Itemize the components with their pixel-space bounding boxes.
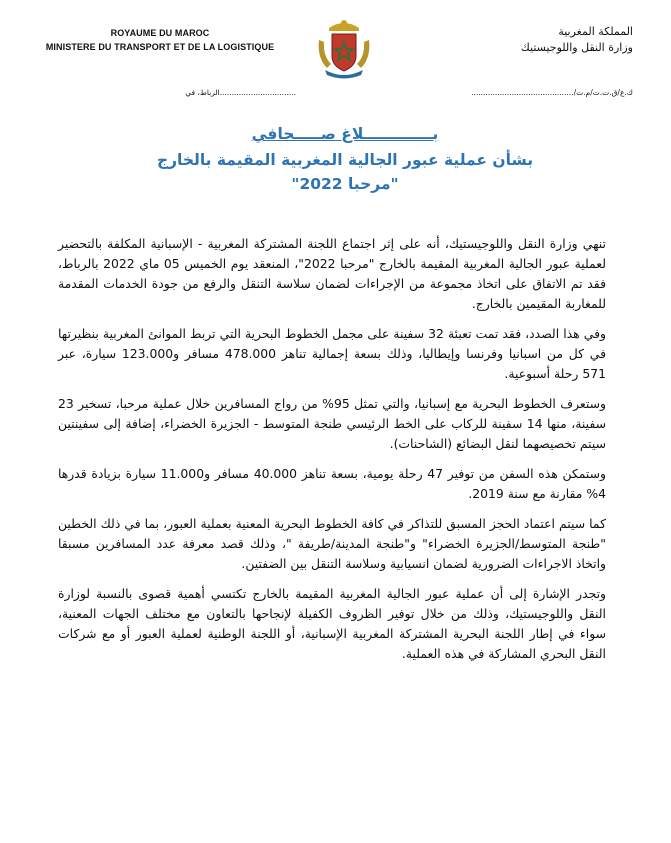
press-release-body xyxy=(58,234,606,674)
press-release-title: بـــــــــــــلاغ صـــــحافي xyxy=(251,125,439,143)
paragraph: وفي هذا الصدد، فقد تمت تعبئة 32 سفينة على مجمل الخطوط البحرية التي تربط الموانئ المغربية بنظيرتها في كل من اسبانيا وفرنسا وإيطاليا، وذلك بسعة إجمالية تناهز 478.000 مسافر و123.000 سيارة، عبر 571 رحلة أسبوعية. xyxy=(58,326,607,381)
paragraph: وتجدر الإشارة إلى أن عملية عبور الجالية المغربية المقيمة بالخارج تكتسي أهمية قصوى بالنسبة لوزارة النقل واللوجيستيك، وذلك من خلال توفير الظروف الكفيلة لإنجاحها بالتعاون مع مختلف الجهات المعنية، سواء في إطار اللجنة البحرية المشتركة المغربية الإسبانية، أو اللجنة الوطنية لعملية العبور أو مع شركات النقل البحري المشاركة في هذه العملية. xyxy=(58,586,606,661)
city-date-line: ................................الرباط، في xyxy=(185,88,296,97)
reference-number: ك.ع/ق.ت.ت/م.ت/........................................... xyxy=(471,88,633,97)
header-arabic xyxy=(433,24,633,56)
paragraph: وستعرف الخطوط البحرية مع إسبانيا، والتي تمثل 95% من رواج المسافرين خلال عملية مرحبا، تسخير 23 سفينة، منها 14 سفينة للركاب على الخط الرئيسي طنجة المتوسط - الجزيرة الخضراء، إضافة إلى سفينتين سيتم تخصيصهما لنقل البضائع (الشاحنات). xyxy=(58,396,606,451)
header-french xyxy=(40,26,280,54)
kingdom-name-fr: ROYAUME DU MAROC xyxy=(110,28,210,38)
ministry-name-fr: MINISTERE DU TRANSPORT ET DE LA LOGISTIQUE xyxy=(45,42,275,52)
kingdom-name-ar: المملكة المغربية xyxy=(558,25,633,38)
operation-name: "مرحبا 2022" xyxy=(291,175,399,193)
coat-of-arms-emblem xyxy=(315,18,373,80)
title-block xyxy=(60,124,630,196)
paragraph: كما سيتم اعتماد الحجز المسبق للتذاكر في كافة الخطوط البحرية المعنية بعملية العبور، بما في ذلك الخطين "طنجة المتوسط/الجزيرة الخضراء" و"طنجة المدينة/طريفة "، وذلك قصد معرفة عدد المسافرين مسبقا واتخاذ الاجراءات الضرورية لضمان انسيابية وسلاسة التنقل بين الضفتين. xyxy=(58,516,606,571)
ministry-name-ar: وزارة النقل واللوجيستيك xyxy=(520,41,633,54)
subject-title: بشأن عملية عبور الجالية المغربية المقيمة بالخارج xyxy=(156,151,534,169)
paragraph: وستمكن هذه السفن من توفير 47 رحلة يومية، بسعة تناهز 40.000 مسافر و11.000 سيارة بزيادة قدرها 4% مقارنة مع سنة 2019. xyxy=(58,466,607,501)
paragraph: تنهي وزارة النقل واللوجيستيك، أنه على إثر اجتماع اللجنة المشتركة المغربية - الإسبانية المكلفة بالتحضير لعملية عبور الجالية المغربية المقيمة بالخارج "مرحبا 2022"، المنعقد يوم الخميس 05 ماي 2022 بالرباط، فقد تم الاتفاق على اتخاذ مجموعة من الإجراءات لضمان سلاسة التنقل والرفع من جودة الخدمات المقدمة للمغاربة المقيمين بالخارج. xyxy=(58,236,606,311)
